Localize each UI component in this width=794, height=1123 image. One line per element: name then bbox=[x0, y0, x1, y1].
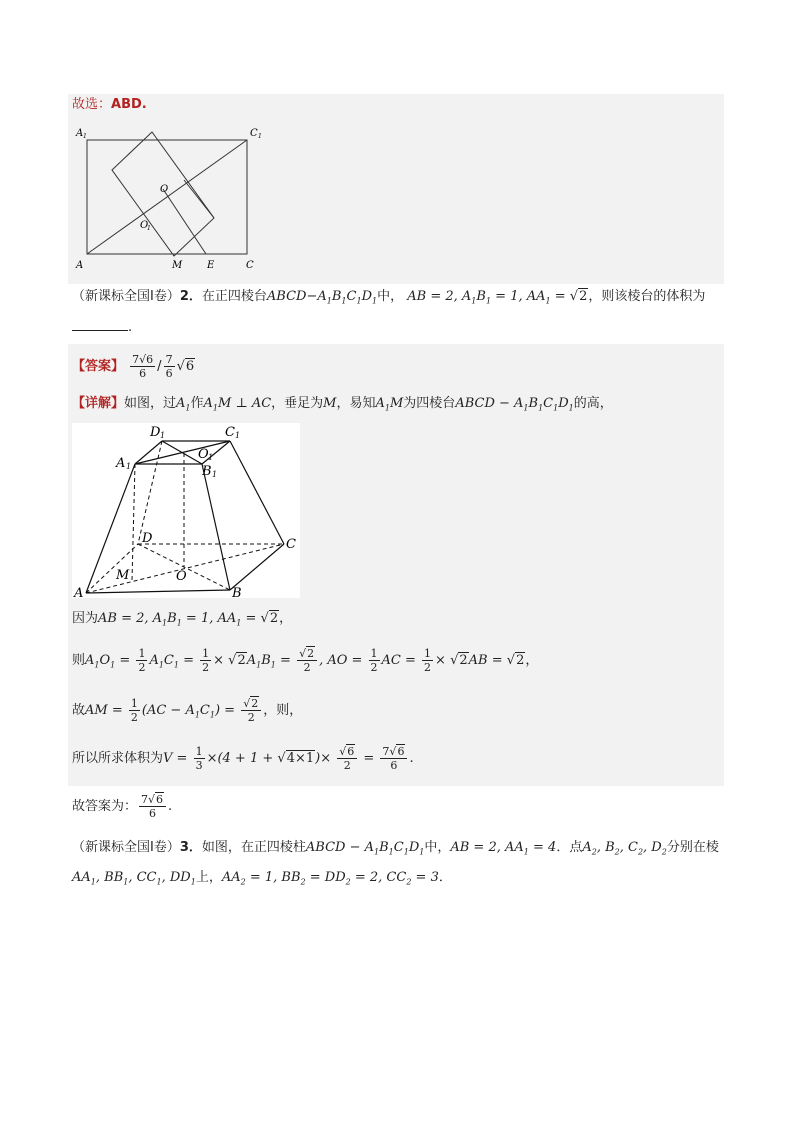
fig2-label-A: A bbox=[74, 586, 84, 598]
figure-1-rectangle-diagram bbox=[72, 122, 272, 274]
fig2-sub-A1: 1 bbox=[126, 462, 132, 471]
step-so-text: 所以所求体积为 bbox=[72, 751, 164, 766]
q3-text-d: 分别在棱 bbox=[666, 840, 719, 855]
q3-line-2 bbox=[72, 869, 452, 887]
q2-text-a: 在正四棱台 bbox=[201, 289, 267, 304]
detail-A1M: $A_1M$ bbox=[375, 396, 404, 413]
detail-M: M bbox=[323, 396, 337, 411]
q2-body: ABCD bbox=[266, 289, 307, 304]
step-hence-math: AM = $\frac{1}{2}$ $(AC - A_1C_1)$ = $\frac{√2}{2}$ bbox=[85, 703, 263, 718]
detail-t4: ，易知 bbox=[336, 396, 376, 411]
step-hence-text: 故 bbox=[72, 703, 86, 718]
q3-text-e: 上， bbox=[195, 870, 222, 885]
detail-frustum: ABCD − $A_1B_1C_1D_1$ bbox=[455, 396, 574, 413]
fig2-label-B: B bbox=[232, 586, 242, 598]
q2-end: . bbox=[128, 320, 133, 335]
fig1-label-E: E bbox=[207, 260, 215, 271]
q2-answer-blank bbox=[72, 318, 128, 331]
answer-label: 【答案】 bbox=[72, 359, 125, 374]
detail-t3: ，垂足为 bbox=[271, 396, 324, 411]
q2-line-2 bbox=[72, 318, 132, 337]
fig2-sub-D1: 1 bbox=[160, 431, 166, 440]
fig2-sub-O1: 1 bbox=[208, 453, 214, 462]
step-so-math: V = $\frac{1}{3}$ ×(4 + 1 + √4×1)× $\frac{√6}{2}$ = $\frac{7√6}{6}$ . bbox=[163, 745, 414, 772]
fig1-sub-A1: 1 bbox=[83, 133, 87, 140]
step-then-math: $A_1O_1$ = $\frac{1}{2}$ $A_1C_1$ = $\frac{1}{2}$ × $√2A_1B_1$ = $\frac{√2}{2}$ , AO = $\frac{1}{2}$ AC = $\frac{1}{2}$ × √2AB = √2 bbox=[85, 647, 525, 674]
sol1-line bbox=[72, 96, 147, 114]
q3-line-1 bbox=[72, 839, 719, 857]
q3-text-b: 中， bbox=[424, 840, 451, 855]
detail-t6: 的高， bbox=[573, 396, 613, 411]
q3-number: 3． bbox=[179, 840, 202, 855]
fig2-label-M: M bbox=[116, 568, 130, 583]
fig1-label-C1: C bbox=[250, 128, 258, 139]
final-answer: 故答案为： $\frac{7√6}{6}$ . bbox=[72, 793, 173, 820]
answer-fraction-1: $\frac{7√6}{6}$ bbox=[132, 353, 154, 380]
detail-line bbox=[72, 395, 613, 413]
step-because-text: 因为 bbox=[72, 611, 99, 626]
fig1-label-A: A bbox=[76, 260, 84, 271]
step-because-math: AB = 2, $A_1B_1 = 1$, $AA_1 = √2$ bbox=[98, 611, 279, 628]
figure-2-frustum-diagram bbox=[72, 423, 300, 598]
q2-line-1 bbox=[72, 288, 705, 306]
fig1-label-O1: O bbox=[140, 220, 149, 231]
q3-text-a: 如图，在正四棱柱 bbox=[201, 840, 306, 855]
fig2-label-D1: D bbox=[150, 425, 161, 440]
step-then: 则$A_1O_1$ = $\frac{1}{2}$ $A_1C_1$ = $\frac{1}{2}$ × $√2A_1B_1$ = $\frac{√2}{2}$ , AO = $\frac{1}{2}$ AC = $\frac{1}{2}$ × √2AB = √2， bbox=[72, 647, 539, 674]
fig1-inner-line-2 bbox=[184, 180, 214, 218]
fig2-label-O1: O bbox=[198, 447, 209, 462]
q3-cond: AB = 2, $AA_1 = 4$ bbox=[450, 840, 557, 857]
fig2-label-C1: C bbox=[225, 425, 235, 440]
fig1-sub-C1: 1 bbox=[258, 133, 262, 140]
q3-end: ． bbox=[438, 870, 452, 885]
q2-text-c: ，则该棱台的体积为 bbox=[588, 289, 706, 304]
q2-body-top: $A_1B_1C_1D_1$ bbox=[317, 289, 378, 306]
fig2-label-C: C bbox=[286, 537, 296, 552]
fig2-sub-B1: 1 bbox=[212, 470, 218, 479]
answer-root: √6 bbox=[176, 359, 195, 374]
detail-label: 【详解】 bbox=[72, 396, 125, 411]
q3-source: （新课标全国Ⅰ卷） bbox=[72, 840, 180, 855]
fig1-sub-O1: 1 bbox=[147, 225, 151, 232]
fig1-label-C: C bbox=[246, 260, 254, 271]
fig1-label-A1: A bbox=[76, 128, 84, 139]
detail-t2: 作 bbox=[190, 396, 204, 411]
fig2-label-O: O bbox=[176, 569, 187, 584]
detail-perp: $A_1M$ ⊥ AC bbox=[203, 396, 272, 413]
q2-condition: AB = 2, $A_1B_1 = 1$, $AA_1 = √2$ bbox=[407, 289, 588, 306]
final-answer-fraction: $\frac{7√6}{6}$ bbox=[139, 793, 166, 820]
fig1-label-M: M bbox=[172, 260, 183, 271]
detail-t5: 为四棱台 bbox=[403, 396, 456, 411]
sol1-answer: ABD. bbox=[111, 97, 147, 112]
sol1-prefix: 故选： bbox=[72, 97, 112, 112]
fig1-label-O: O bbox=[160, 184, 169, 195]
q3-lengths: $AA_2 = 1$, $BB_2 = DD_2 = 2$, $CC_2 = 3$ bbox=[221, 870, 439, 887]
step-then-text: 则 bbox=[72, 653, 86, 668]
detail-t1: 如图，过 bbox=[124, 396, 177, 411]
answer-separator: / bbox=[157, 359, 162, 374]
q3-prism: ABCD − $A_1B_1C_1D_1$ bbox=[305, 840, 425, 857]
q2-dash: − bbox=[306, 289, 318, 304]
q3-edges: $AA_1$, $BB_1$, $CC_1$, $DD_1$ bbox=[72, 870, 196, 887]
q3-text-c: ．点 bbox=[556, 840, 583, 855]
final-answer-prefix: 故答案为： bbox=[72, 799, 138, 814]
step-hence-end: ，则， bbox=[263, 703, 303, 718]
q2-text-b: 中， bbox=[377, 289, 404, 304]
step-because: 因为AB = 2, $A_1B_1 = 1$, $AA_1 = √2$， bbox=[72, 611, 293, 628]
q3-points: $A_2$, $B_2$, $C_2$, $D_2$ bbox=[582, 840, 667, 857]
step-so bbox=[72, 742, 414, 776]
fig2-sub-C1: 1 bbox=[235, 431, 241, 440]
step-hence bbox=[72, 694, 302, 728]
fig2-label-B1: B bbox=[202, 464, 212, 479]
fig1-diagonal bbox=[87, 140, 247, 254]
fig2-label-D: D bbox=[142, 531, 153, 546]
detail-point-A1: $A_1$ bbox=[176, 396, 191, 413]
answer-fraction-2: $\frac{7}{6}$ bbox=[165, 353, 173, 380]
fig2-label-A1: A bbox=[116, 456, 126, 471]
q2-source: （新课标全国Ⅰ卷） bbox=[72, 289, 180, 304]
q2-number: 2． bbox=[179, 289, 202, 304]
answer-line bbox=[72, 352, 195, 382]
